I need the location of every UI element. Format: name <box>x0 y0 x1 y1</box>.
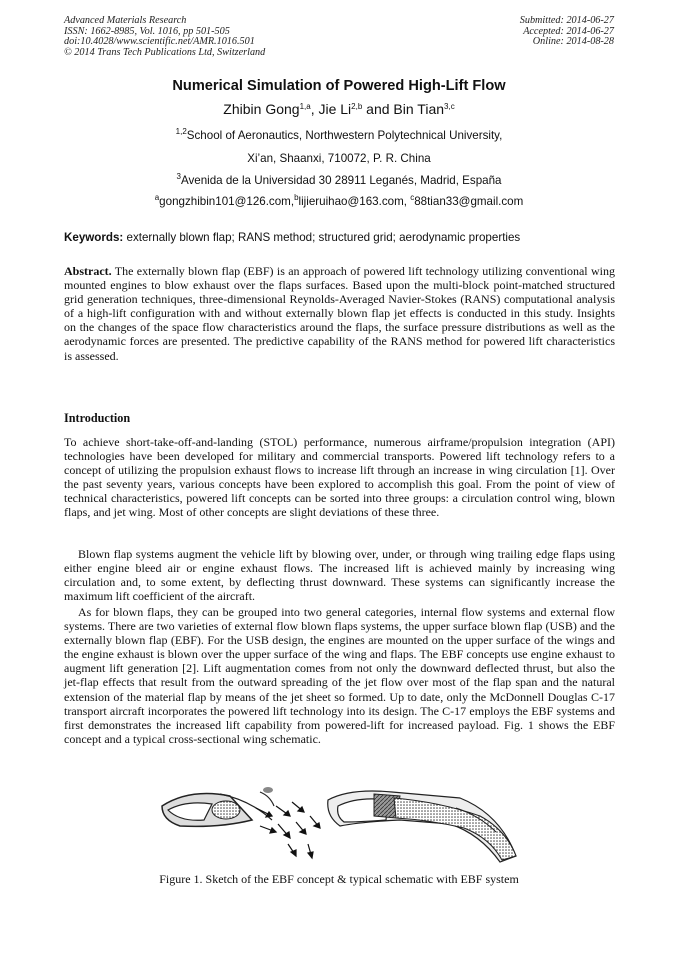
journal-name: Advanced Materials Research <box>64 15 187 26</box>
abstract-label: Abstract. <box>64 264 112 278</box>
figure-caption: Figure 1. Sketch of the EBF concept & typical schematic with EBF system <box>159 872 519 886</box>
affiliation-2: $^3$Avenida de la Universidad 30 28911 Leganés, Madrid, España <box>176 172 502 187</box>
intro-paragraph-1: To achieve short-take-off-and-landing (STOL) performance, numerous airframe/propulsion integration (API) technologies have been developed for military and commercial transports. Powered lift technology refers to a concept of utilizing the propulsion exhaust flows to increase lift through an increase in wing circulation [1]. Over the past seventy years, various concepts have been explored to accomplish this goal. From the point of view of technical characteristics, powered lift concepts can be sorted into three groups: a circulation control wing, blown flaps, and jet wing. Most of other concepts are slight deviations of these three. <box>64 435 615 520</box>
ebf-concept-figure <box>160 786 522 868</box>
intro-paragraph-2: Blown flap systems augment the vehicle lift by blowing over, under, or through wing trailing edge flaps using either engine bleed air or engine exhaust flows. The increased lift is achieved mainly by increasing wing circulation and, to some extent, by deflecting thrust downward. These systems can significantly increase the maximum lift coefficient of the aircraft. <box>64 547 615 604</box>
copyright-line: © 2014 Trans Tech Publications Ltd, Switzerland <box>64 46 266 58</box>
online-date: Online: 2014-08-28 <box>532 36 614 48</box>
dates-header <box>520 16 614 48</box>
journal-header <box>64 16 265 58</box>
submitted-date: Submitted: 2014-06-27 <box>519 15 614 26</box>
affiliation-1: $^{1,2}$School of Aeronautics, Northwestern Polytechnical University, <box>175 127 503 142</box>
introduction-heading: Introduction <box>64 411 131 425</box>
author-list: Zhibin Gong$^{1,a}$, Jie Li$^{2,b}$ and Bin Tian$^{3,c}$ <box>223 101 455 117</box>
keywords-line: Keywords: externally blown flap; RANS method; structured grid; aerodynamic properties <box>64 231 521 244</box>
doi-line: doi:10.4028/www.scientific.net/AMR.1016.501 <box>64 36 255 48</box>
ebf-concept-sketch <box>162 787 320 858</box>
issn-line: ISSN: 1662-8985, Vol. 1016, pp 501-505 <box>64 25 230 37</box>
affiliation-1-address: Xi’an, Shaanxi, 710072, P. R. China <box>247 152 431 165</box>
author-emails: $^a$gongzhibin101@126.com,$^b$lijieruihao@163.com, $^c$88tian33@gmail.com <box>154 193 524 208</box>
abstract-text: The externally blown flap (EBF) is an approach of powered lift technology utilizing conventional wing mounted engines to blow exhaust over the flaps surfaces. Based upon the multi-block point-matched structured grid generation techniques, three-dimensional Reynolds-Averaged Navier-Stokes (RANS) computational analysis of a high-lift configuration with and without externally blown flap jet effects is conducted in this study. Insights on the changes of the space flow characteristics around the flaps, the surface pressure distributions as well as the aerodynamic forces are presented. The predictive capability of the RANS method for powered lift characteristics is assessed. <box>64 264 615 363</box>
accepted-date: Accepted: 2014-06-27 <box>523 25 614 37</box>
wing-cross-section-schematic <box>328 791 516 862</box>
abstract <box>64 264 615 363</box>
intro-paragraph-3: As for blown flaps, they can be grouped into two general categories, internal flow systems and external flow systems. There are two varieties of external flow blown flaps systems, the upper surface blown flap (USB) and the externally blown flap (EBF). For the USB design, the engines are mounted on the upper surface of the wings and the engine exhaust is blown over the upper surface of the wing and flaps. The EBF concepts use engine exhaust to augment lift generation [2]. Lift augmentation comes from not only the downward deflected thrust, but also the jet-flap effects that result from the outward spreading of the jet flow over most of the flap span and the natural extension of the material flap by means of the jet sheet so formed. Up to date, only the McDonnell Douglas C-17 transport aircraft incorporates the powered lift technology into its design. The C-17 employs the EBF systems and first demonstrates the increased lift capability from powered-lift for increased payload. Fig. 1 shows the EBF concept and a typical cross-sectional wing schematic. <box>64 605 615 746</box>
paper-title: Numerical Simulation of Powered High-Lift Flow <box>172 78 506 94</box>
